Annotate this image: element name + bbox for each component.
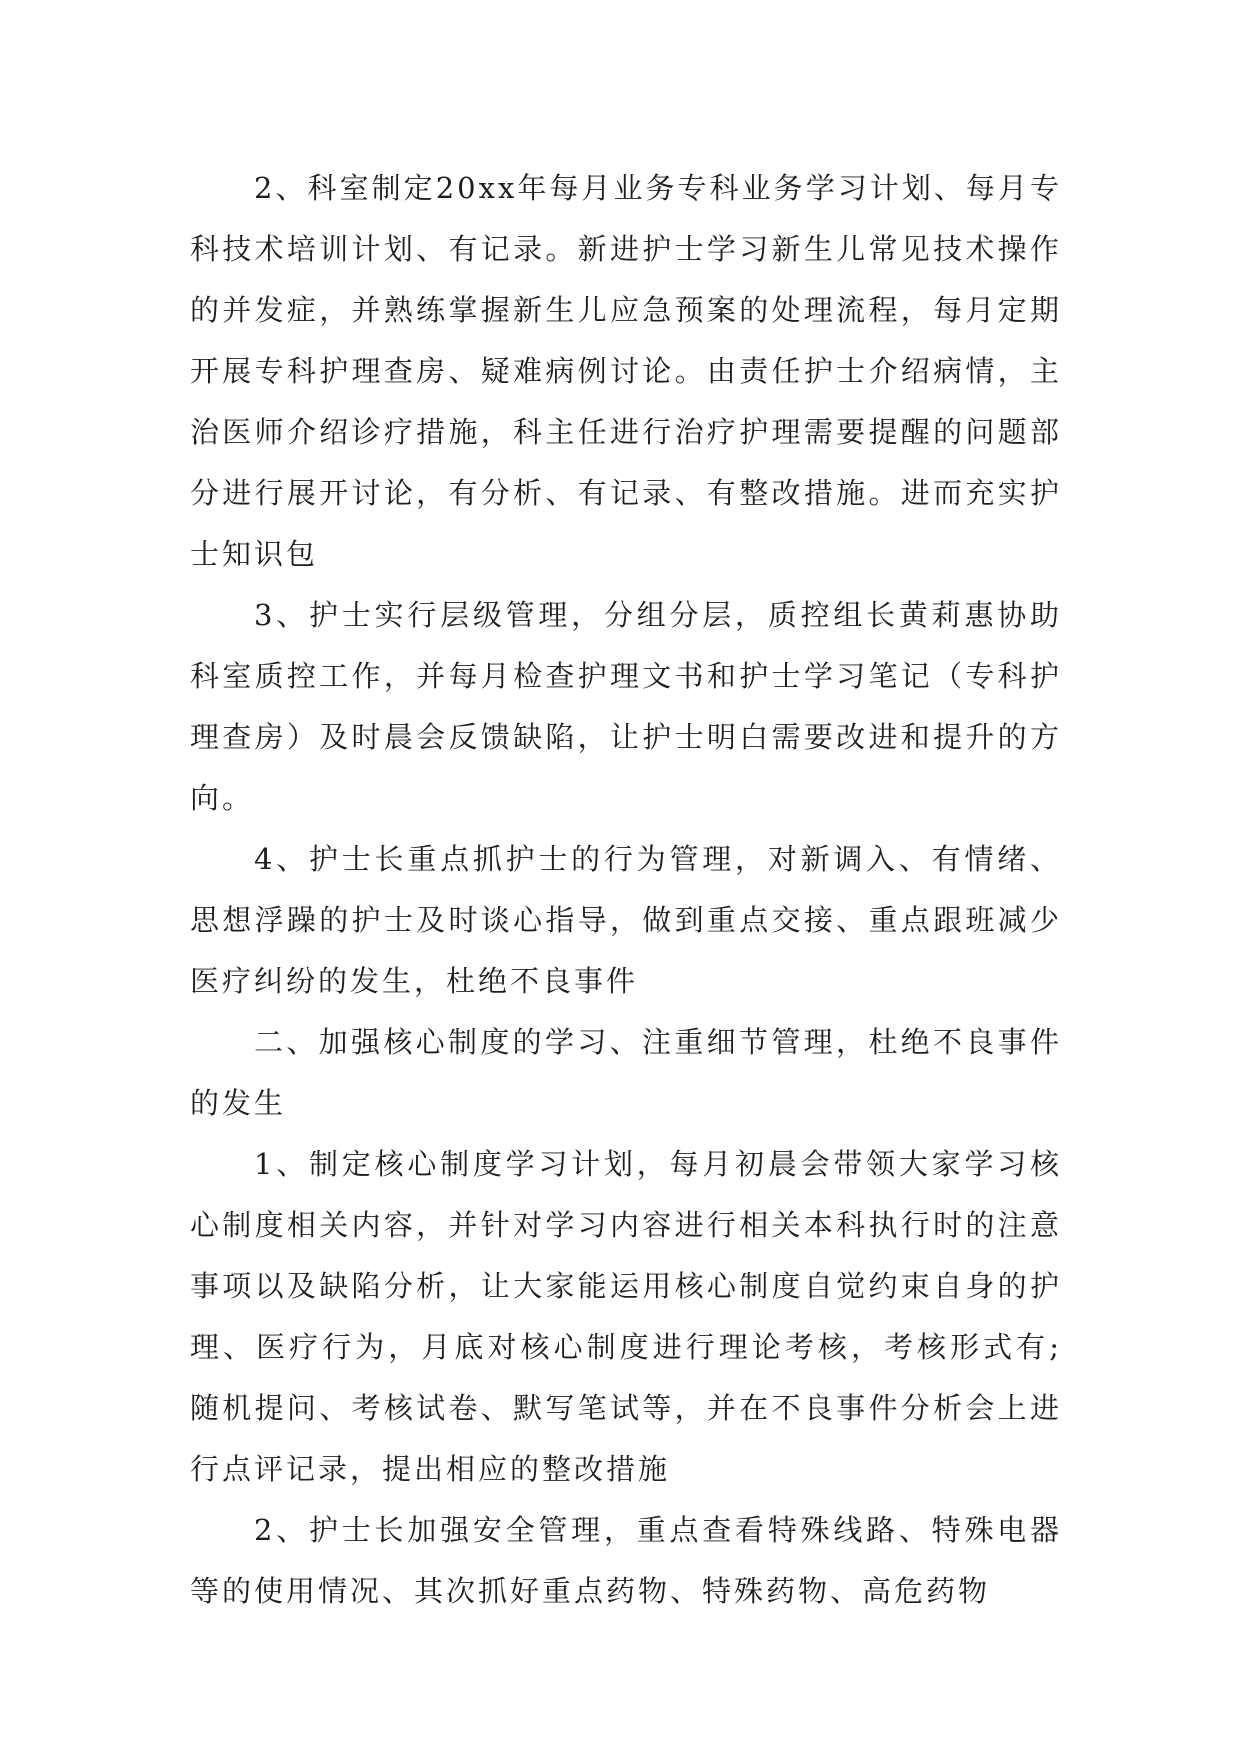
paragraph-core-system-plan: 1、制定核心制度学习计划，每月初晨会带领大家学习核心制度相关内容，并针对学习内容进行相关本科执行时的注意事项以及缺陷分析，让大家能运用核心制度自觉约束自身的护理、医疗行为，月底对核心制度进行理论考核，考核形式有;随机提问、考核试卷、默写笔试等，并在不良事件分析会上进行点评记录，提出相应的整改措施 <box>190 1147 1062 1486</box>
document-body <box>190 158 1062 1622</box>
paragraph-study-plan: 2、科室制定20xx年每月业务专科业务学习计划、每月专科技术培训计划、有记录。新进护士学习新生儿常见技术操作的并发症，并熟练掌握新生儿应急预案的处理流程，每月定期开展专科护理查房、疑难病例讨论。由责任护士介绍病情，主治医师介绍诊疗措施，科主任进行治疗护理需要提醒的问题部分进行展开讨论，有分析、有记录、有整改措施。进而充实护士知识包 <box>190 171 1062 571</box>
paragraph-behavior-management: 4、护士长重点抓护士的行为管理，对新调入、有情绪、思想浮躁的护士及时谈心指导，做到重点交接、重点跟班减少医疗纠纷的发生，杜绝不良事件 <box>190 842 1062 998</box>
section-heading-core-system: 二、加强核心制度的学习、注重细节管理，杜绝不良事件的发生 <box>190 1025 1062 1120</box>
paragraph-tiered-management: 3、护士实行层级管理，分组分层，质控组长黄莉惠协助科室质控工作，并每月检查护理文书和护士学习笔记（专科护理查房）及时晨会反馈缺陷，让护士明白需要改进和提升的方向。 <box>190 598 1062 815</box>
paragraph-safety-management: 2、护士长加强安全管理，重点查看特殊线路、特殊电器等的使用情况、其次抓好重点药物、特殊药物、高危药物 <box>190 1513 1062 1608</box>
